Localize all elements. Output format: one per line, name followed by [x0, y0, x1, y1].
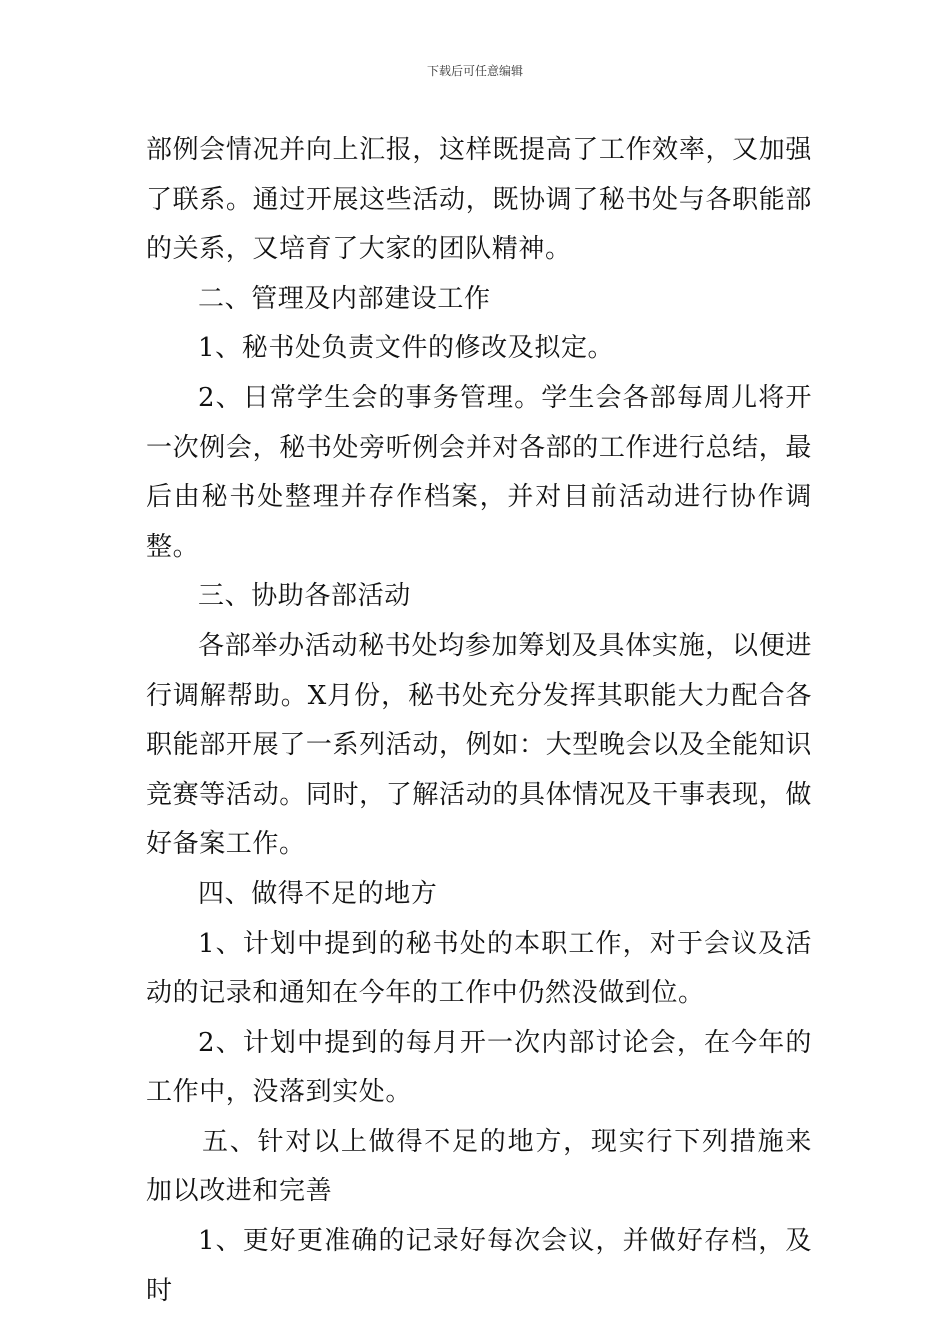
document-body: [146, 126, 812, 1316]
list-item-daily-affairs: 2、日常学生会的事务管理。学生会各部每周儿将开一次例会，秘书处旁听例会并对各部的工作进行总结，最后由秘书处整理并存作档案，并对目前活动进行协作调整。: [146, 382, 812, 562]
section-heading-assist-activities: 三、协助各部活动: [198, 581, 411, 612]
section-heading-management: 二、管理及内部建设工作: [198, 283, 491, 314]
page-header-note: 下载后可任意编辑: [426, 64, 523, 78]
section-heading-improvements: 五、针对以上做得不足的地方，现实行下列措施来加以改进和完善: [146, 1126, 812, 1207]
list-item-shortcoming-records: 1、计划中提到的秘书处的本职工作，对于会议及活动的记录和通知在今年的工作中仍然没做到位。: [146, 928, 812, 1009]
section-heading-shortcomings: 四、做得不足的地方: [198, 878, 438, 909]
list-item-improvement-records: 1、更好更准确的记录好每次会议，并做好存档，及时: [146, 1226, 812, 1306]
list-item-file-drafting: 1、秘书处负责文件的修改及拟定。: [198, 333, 615, 364]
paragraph-continuation: 部例会情况并向上汇报，这样既提高了工作效率，又加强了联系。通过开展这些活动，既协调了秘书处与各职能部的关系，又培育了大家的团队精神。: [146, 135, 812, 265]
list-item-shortcoming-meetings: 2、计划中提到的每月开一次内部讨论会，在今年的工作中，没落到实处。: [146, 1027, 812, 1108]
paragraph-activities: 各部举办活动秘书处均参加筹划及具体实施，以便进行调解帮助。X月份，秘书处充分发挥其职能大力配合各职能部开展了一系列活动，例如：大型晚会以及全能知识竞赛等活动。同时，了解活动的具体情况及干事表现，做好备案工作。: [146, 630, 812, 860]
